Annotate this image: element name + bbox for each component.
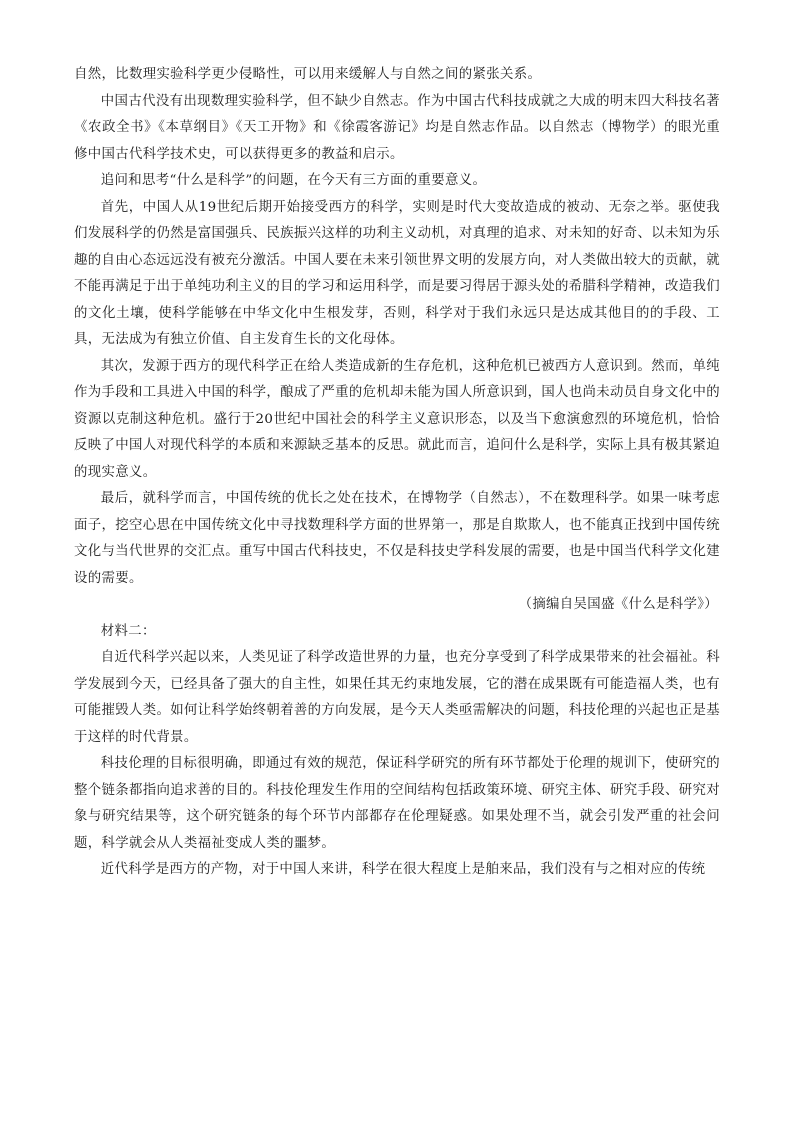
paragraph-third: 最后，就科学而言，中国传统的优长之处在技术，在博物学（自然志），不在数理科学。如果一味考虑面子，挖空心思在中国传统文化中寻找数理科学方面的世界第一，那是自欺欺人，也不能真正找到中国传统文化与当代世界的交汇点。重写中国古代科技史，不仅是科技史学科发展的需要，也是中国当代科学文化建设的需要。 <box>74 491 720 586</box>
paragraph-continuation: 自然，比数理实验科学更少侵略性，可以用来缓解人与自然之间的紧张关系。 <box>74 67 542 82</box>
material-two-label: 材料二： <box>100 623 156 639</box>
paragraph-first: 首先，中国人从19世纪后期开始接受西方的科学，实则是时代大变故造成的被动、无奈之举。驱使我们发展科学的仍然是富国强兵、民族振兴这样的功利主义动机，对真理的追求、对未知的好奇、以未知为乐趣的自由心态远远没有被充分激活。中国人要在未来引领世界文明的发展方向，对人类做出较大的贡献，就不能再满足于出于单纯功利主义的目的学习和运用科学，而是要习得居于源头处的希腊科学精神，改造我们的文化土壤，使科学能够在中华文化中生根发芽，否则，科学对于我们永远只是达成其他目的的手段、工具，无法成为有独立价值、自主发育生长的文化母体。 <box>74 199 720 347</box>
paragraph-second: 其次，发源于西方的现代科学正在给人类造成新的生存危机，这种危机已被西方人意识到。然而，单纯作为手段和工具进入中国的科学，酿成了严重的危机却未能为国人所意识到，国人也尚未动员自身文化中的资源以克制这种危机。盛行于20世纪中国社会的科学主义意识形态，以及当下愈演愈烈的环境危机，恰恰反映了中国人对现代科学的本质和来源缺乏基本的反思。就此而言，追问什么是科学，实际上具有极其紧迫的现实意义。 <box>74 358 720 480</box>
document-page <box>74 62 720 884</box>
paragraph-natural-history: 中国古代没有出现数理实验科学，但不缺少自然志。作为中国古代科技成就之大成的明末四大科技名著《农政全书》《本草纲目》《天工开物》和《徐霞客游记》均是自然志作品。以自然志（博物学）的眼光重修中国古代科学技术史，可以获得更多的教益和启示。 <box>74 93 720 162</box>
paragraph-m2-2: 科技伦理的目标很明确，即通过有效的规范，保证科学研究的所有环节都处于伦理的规训下，使研究的整个链条都指向追求善的目的。科技伦理发生作用的空间结构包括政策环境、研究主体、研究手段、研究对象与研究结果等，这个研究链条的每个环节内部都存在伦理疑惑。如果处理不当，就会引发严重的社会问题，科学就会从人类福祉变成人类的噩梦。 <box>74 756 720 851</box>
source-citation: （摘编自吴国盛《什么是科学》） <box>518 597 718 612</box>
paragraph-three-meanings: 追问和思考“什么是科学”的问题，在今天有三方面的重要意义。 <box>100 173 487 188</box>
paragraph-m2-1: 自近代科学兴起以来，人类见证了科学改造世界的力量，也充分享受到了科学成果带来的社会福祉。科学发展到今天，已经具备了强大的自主性，如果任其无约束地发展，它的潜在成果既有可能造福人类，也有可能摧毁人类。如何让科学始终朝着善的方向发展，是今天人类亟需解决的问题，科技伦理的兴起也正是基于这样的时代背景。 <box>74 650 720 745</box>
paragraph-m2-3: 近代科学是西方的产物，对于中国人来讲，科学在很大程度上是舶来品，我们没有与之相对应的传统 <box>100 862 706 877</box>
